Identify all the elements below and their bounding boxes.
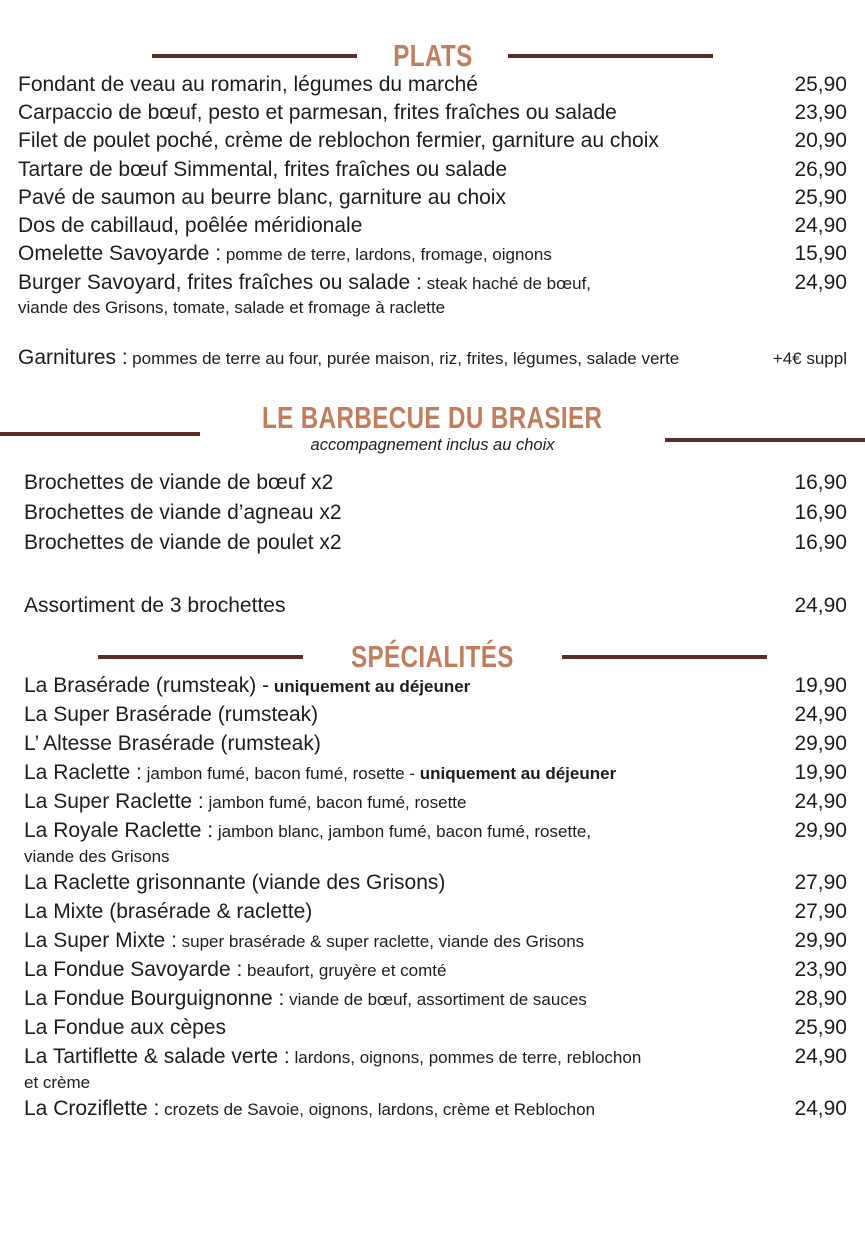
- plats-item-list: [0, 71, 865, 320]
- menu-item-name: Carpaccio de bœuf, pesto et parmesan, frites fraîches ou salade: [18, 101, 617, 125]
- menu-item-price: 29,90: [794, 732, 847, 756]
- menu-item-price: 27,90: [794, 870, 847, 894]
- menu-item-row: [18, 127, 847, 155]
- menu-item-price: 19,90: [794, 761, 847, 785]
- menu-item-name: Brochettes de viande de poulet x2: [24, 530, 342, 554]
- garnitures-description: pommes de terre au four, purée maison, riz, frites, légumes, salade verte: [132, 348, 680, 368]
- garnitures-row: [0, 346, 865, 370]
- menu-item-row: [24, 817, 847, 846]
- menu-item-row: [18, 240, 847, 268]
- menu-item-name: La Super Brasérade (rumsteak): [24, 703, 319, 727]
- section-title: SPÉCIALITÉS: [351, 639, 514, 675]
- menu-item-name: Assortiment de 3 brochettes: [24, 594, 286, 618]
- menu-item-price: 26,90: [794, 157, 847, 181]
- menu-item-row: [24, 498, 847, 528]
- menu-item-description: beaufort, gruyère et comté: [242, 960, 447, 980]
- header-rule-right: [665, 438, 865, 442]
- menu-item-description: jambon fumé, bacon fumé, rosette: [203, 793, 467, 813]
- menu-item-row: [24, 898, 847, 927]
- menu-item-row: [18, 184, 847, 212]
- menu-item-price: 25,90: [794, 73, 847, 96]
- spacer: [0, 557, 865, 591]
- menu-item-name: La Brasérade (rumsteak) - uniquement au déjeuner: [24, 674, 471, 698]
- section-title: PLATS: [392, 38, 473, 73]
- menu-item-row: [24, 701, 847, 730]
- menu-item-row: [18, 212, 847, 240]
- menu-item-price: 24,90: [794, 790, 847, 814]
- menu-item-name: La Tartiflette & salade verte : lardons, oignons, pommes de terre, reblochon: [24, 1044, 642, 1068]
- menu-item-name: Burger Savoyard, frites fraîches ou salade : steak haché de bœuf,: [18, 270, 592, 294]
- section-header-plats: [0, 40, 865, 71]
- menu-item-name: La Royale Raclette : jambon blanc, jambon fumé, bacon fumé, rosette,: [24, 819, 592, 843]
- menu-item-price: 24,90: [794, 1096, 847, 1120]
- menu-item-price: 25,90: [794, 1015, 847, 1039]
- section-title: LE BARBECUE DU BRASIER: [262, 399, 603, 435]
- menu-item-price: 16,90: [794, 530, 847, 554]
- menu-item-row: [24, 927, 847, 956]
- menu-item-price: 16,90: [794, 500, 847, 524]
- menu-item-row: [24, 1095, 847, 1124]
- menu-item-price: 25,90: [794, 185, 847, 209]
- menu-item-name: L’ Altesse Brasérade (rumsteak): [24, 732, 321, 756]
- menu-item-name: Pavé de saumon au beurre blanc, garniture au choix: [18, 185, 506, 209]
- menu-page: [0, 40, 865, 1251]
- menu-item-name: Fondant de veau au romarin, légumes du marché: [18, 73, 478, 96]
- menu-item-name: La Fondue Savoyarde : beaufort, gruyère et comté: [24, 957, 447, 981]
- menu-item-price: 15,90: [794, 242, 847, 266]
- menu-item-name: Brochettes de viande d’agneau x2: [24, 500, 342, 524]
- menu-item-price: 24,90: [794, 214, 847, 238]
- menu-item-row: [24, 1043, 847, 1072]
- menu-item-description: pomme de terre, lardons, fromage, oignons: [221, 245, 552, 265]
- menu-item-name: La Fondue aux cèpes: [24, 1015, 226, 1039]
- barbecue-item-list: [0, 468, 865, 557]
- menu-item-price: 29,90: [794, 819, 847, 843]
- garnitures-supplement: +4€ suppl: [772, 348, 847, 368]
- menu-item-name: Dos de cabillaud, poêlée méridionale: [18, 214, 363, 238]
- menu-item-name: Omelette Savoyarde : pomme de terre, lardons, fromage, oignons: [18, 242, 552, 266]
- menu-item-description: steak haché de bœuf,: [421, 273, 592, 293]
- menu-item-row: [18, 99, 847, 127]
- menu-item-price: 24,90: [794, 1044, 847, 1068]
- header-rule-left: [0, 432, 200, 436]
- menu-item-name: Tartare de bœuf Simmental, frites fraîches ou salade: [18, 157, 508, 181]
- header-rule-left: [98, 655, 303, 659]
- menu-item-price: 27,90: [794, 899, 847, 923]
- menu-item-name: La Super Mixte : super brasérade & super raclette, viande des Grisons: [24, 928, 585, 952]
- menu-item-name: Brochettes de viande de bœuf x2: [24, 470, 334, 494]
- menu-item-price: 24,90: [794, 270, 847, 294]
- menu-item-row: [24, 759, 847, 788]
- menu-item-name: La Raclette grisonnante (viande des Grisons): [24, 870, 446, 894]
- menu-item-name: La Super Raclette : jambon fumé, bacon fumé, rosette: [24, 790, 467, 814]
- garnitures-text: [18, 346, 679, 370]
- menu-item-price: 23,90: [794, 957, 847, 981]
- header-rule-left: [152, 54, 357, 58]
- section-subtitle: accompagnement inclus au choix: [310, 435, 555, 454]
- menu-item-row: [24, 869, 847, 898]
- menu-item-price: 23,90: [794, 101, 847, 125]
- barbecue-assortment-list: [0, 591, 865, 621]
- menu-item-name: La Croziflette : crozets de Savoie, oignons, lardons, crème et Reblochon: [24, 1096, 596, 1120]
- menu-item-continuation: viande des Grisons: [24, 847, 170, 867]
- menu-item-name: La Raclette : jambon fumé, bacon fumé, rosette - uniquement au déjeuner: [24, 761, 617, 785]
- menu-item-price: 19,90: [794, 674, 847, 698]
- section-title-block: [200, 399, 664, 454]
- menu-item-row: [24, 1014, 847, 1043]
- menu-item-row: [24, 468, 847, 498]
- menu-item-note: uniquement au déjeuner: [269, 677, 471, 697]
- specialites-item-list: [0, 672, 865, 1123]
- menu-item-row: [24, 985, 847, 1014]
- spacer: [0, 454, 865, 468]
- menu-item-row: [24, 788, 847, 817]
- section-header-specialites: [0, 639, 865, 675]
- menu-item-price: 20,90: [794, 129, 847, 153]
- menu-item-price: 16,90: [794, 470, 847, 494]
- menu-item-description: jambon blanc, jambon fumé, bacon fumé, rosette,: [213, 822, 592, 842]
- menu-item-row: [18, 71, 847, 99]
- menu-item-row: [24, 730, 847, 759]
- menu-item-price: 24,90: [794, 703, 847, 727]
- header-rule-right: [508, 54, 713, 58]
- section-title-block: [357, 40, 509, 71]
- menu-item-row: [24, 591, 847, 621]
- menu-item-description: jambon fumé, bacon fumé, rosette -: [141, 764, 415, 784]
- section-header-barbecue: [0, 399, 865, 454]
- menu-item-continuation: viande des Grisons, tomate, salade et fromage à raclette: [18, 297, 446, 317]
- section-title-block: [303, 639, 562, 675]
- menu-item-price: 28,90: [794, 986, 847, 1010]
- menu-item-row: [24, 672, 847, 701]
- menu-item-description: crozets de Savoie, oignons, lardons, crème et Reblochon: [159, 1099, 596, 1119]
- menu-item-name: Filet de poulet poché, crème de reblochon fermier, garniture au choix: [18, 129, 659, 153]
- menu-item-row: [24, 528, 847, 558]
- header-rule-right: [562, 655, 767, 659]
- spacer: [0, 320, 865, 346]
- menu-item-name: La Fondue Bourguignonne : viande de bœuf, assortiment de sauces: [24, 986, 587, 1010]
- menu-item-description: super brasérade & super raclette, viande des Grisons: [176, 931, 585, 951]
- menu-item-name: La Mixte (brasérade & raclette): [24, 899, 313, 923]
- menu-item-row: [18, 156, 847, 184]
- menu-item-description: lardons, oignons, pommes de terre, reblochon: [289, 1047, 642, 1067]
- menu-item-price: 24,90: [794, 594, 847, 618]
- menu-item-price: 29,90: [794, 928, 847, 952]
- menu-item-row: [24, 956, 847, 985]
- menu-item-note: uniquement au déjeuner: [415, 764, 617, 784]
- garnitures-label: Garnitures :: [18, 345, 128, 369]
- menu-item-continuation: et crème: [24, 1072, 91, 1092]
- menu-item-description: viande de bœuf, assortiment de sauces: [284, 989, 587, 1009]
- menu-item-row: [18, 269, 847, 297]
